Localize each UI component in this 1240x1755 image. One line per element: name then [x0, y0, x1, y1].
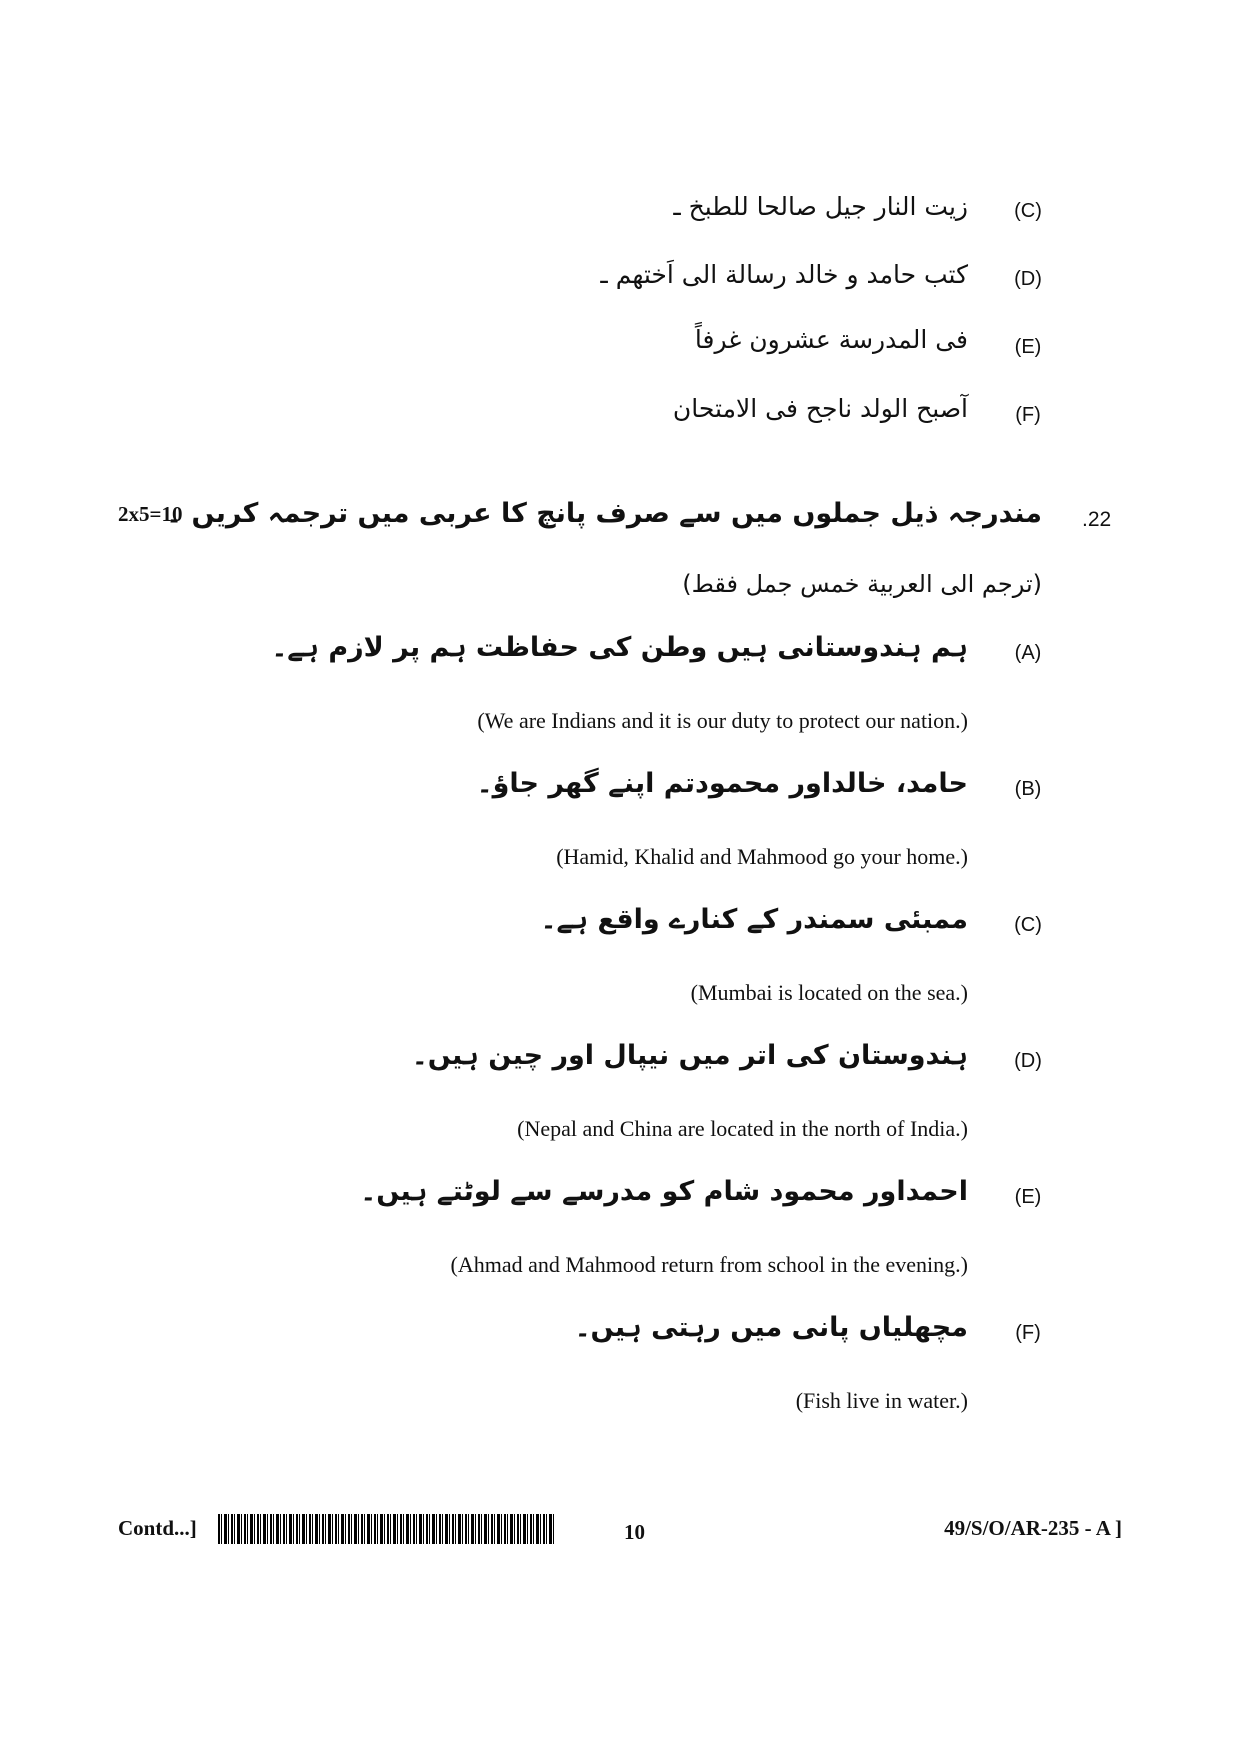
urdu-sentence: ممبئی سمندر کے کنارے واقع ہے۔: [540, 904, 968, 935]
english-translation: (Ahmad and Mahmood return from school in the evening.): [450, 1252, 968, 1277]
urdu-sentence: ہم ہندوستانی ہیں وطن کی حفاظت ہم پر لازم ہے۔: [271, 632, 968, 663]
option-label: (C): [1014, 914, 1042, 936]
option-label: (C): [1014, 200, 1042, 222]
marks: 2x5=10: [118, 502, 183, 526]
urdu-sentence: مچھلیاں پانی میں رہتی ہیں۔: [574, 1312, 968, 1343]
english-translation: (We are Indians and it is our duty to protect our nation.): [477, 708, 968, 733]
page-number: 10: [624, 1520, 645, 1544]
question-instruction-urdu: مندرجہ ذیل جملوں میں سے صرف پانچ کا عربی میں ترجمہ کریں ۔: [166, 498, 1042, 529]
question-instruction-arabic: (ترجم الى العربية خمس جمل فقط): [682, 570, 1042, 598]
question-number: .22: [1082, 508, 1112, 531]
option-label: (E): [1014, 336, 1042, 358]
option-label: (A): [1014, 642, 1042, 664]
urdu-sentence: ہندوستان کی اتر میں نیپال اور چین ہیں۔: [411, 1040, 968, 1071]
option-label: (F): [1015, 404, 1041, 426]
option-label: (D): [1014, 268, 1042, 290]
arabic-sentence: آصبح الولد ناجح فى الامتحان: [672, 394, 968, 423]
urdu-sentence: احمداور محمود شام کو مدرسے سے لوٹتے ہیں۔: [360, 1176, 968, 1207]
option-label: (B): [1014, 778, 1042, 800]
option-label: (E): [1014, 1186, 1042, 1208]
english-translation: (Nepal and China are located in the north of India.): [517, 1116, 968, 1141]
option-label: (F): [1015, 1322, 1041, 1344]
arabic-sentence: زيت النار جيل صالحا للطبخ ـ: [673, 192, 968, 221]
english-translation: (Hamid, Khalid and Mahmood go your home.): [556, 844, 968, 869]
english-translation: (Fish live in water.): [795, 1388, 968, 1413]
contd-label: Contd...]: [118, 1516, 197, 1540]
urdu-sentence: حامد، خالداور محمودتم اپنے گھر جاؤ۔: [476, 768, 968, 799]
barcode-image: [218, 1514, 556, 1544]
english-translation: (Mumbai is located on the sea.): [690, 980, 968, 1005]
paper-code: 49/S/O/AR-235 - A ]: [944, 1516, 1122, 1540]
arabic-sentence: كتب حامد و خالد رسالة الى اَختهم ـ: [600, 260, 968, 289]
arabic-sentence: فى المدرسة عشرون غرفاً: [694, 325, 968, 354]
option-label: (D): [1014, 1050, 1042, 1072]
